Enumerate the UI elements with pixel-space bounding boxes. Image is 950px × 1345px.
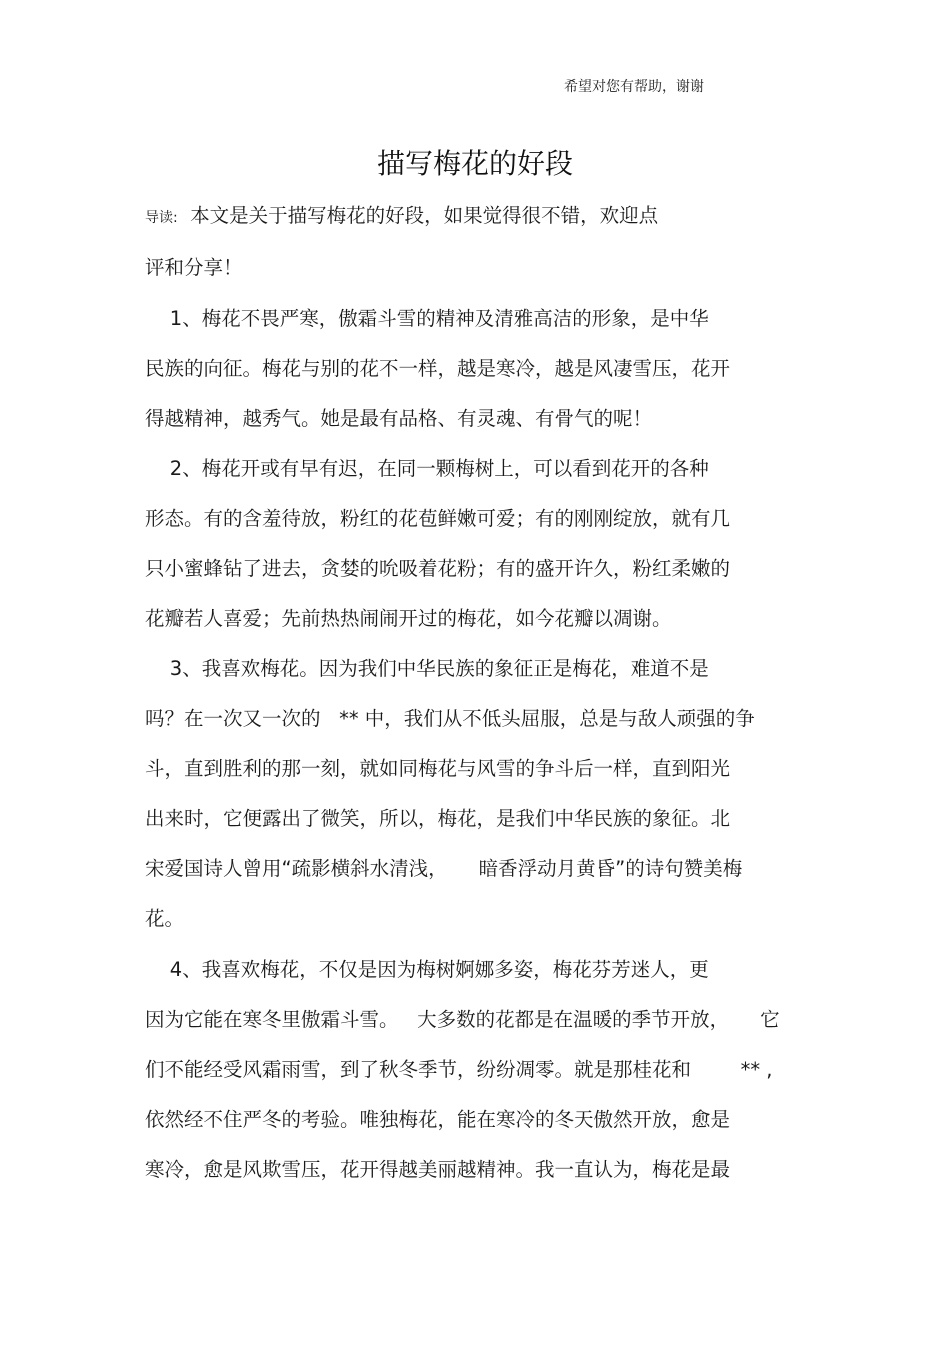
paragraph-4-line: 因为它能在寒冬里傲霜斗雪。 大多数的花都是在温暖的季节开放， 它	[145, 1008, 780, 1031]
paragraph-3-line: 花。	[145, 907, 185, 930]
paragraph-1-line: 民族的向征。梅花与别的花不一样，越是寒冷，越是风凄雪压，花开	[145, 357, 731, 380]
paragraph-4-line: 依然经不住严冬的考验。唯独梅花，能在寒冷的冬天傲然开放，愈是	[145, 1108, 731, 1131]
paragraph-3-line: 斗，直到胜利的那一刻，就如同梅花与风雪的争斗后一样，直到阳光	[145, 757, 731, 780]
paragraph-2-line: 花瓣若人喜爱；先前热热闹闹开过的梅花，如今花瓣以凋谢。	[145, 607, 672, 630]
intro-label: 导读:	[145, 210, 178, 226]
paragraph-1-line: 得越精神，越秀气。她是最有品格、有灵魂、有骨气的呢！	[145, 407, 653, 430]
paragraph-4-line: 4、我喜欢梅花，不仅是因为梅树婀娜多姿，梅花芬芳迷人，更	[145, 958, 709, 981]
paragraph-4-line: 们不能经受风霜雨雪，到了秋冬季节，纷纷凋零。就是那桂花和 ** ,	[145, 1058, 773, 1081]
paragraph-2-line: 2、梅花开或有早有迟，在同一颗梅树上，可以看到花开的各种	[145, 457, 709, 480]
paragraph-2-line: 形态。有的含羞待放，粉红的花苞鲜嫩可爱；有的刚刚绽放，就有几	[145, 507, 731, 530]
paragraph-2-line: 只小蜜蜂钻了进去，贪婪的吮吸着花粉；有的盛开许久，粉红柔嫩的	[145, 557, 731, 580]
intro-line-1	[145, 200, 658, 228]
paragraph-3-line: 3、我喜欢梅花。因为我们中华民族的象征正是梅花，难道不是	[145, 657, 709, 680]
header-note: 希望对您有帮助，谢谢	[564, 79, 704, 95]
paragraph-3-line: 宋爱国诗人曾用“疏影横斜水清浅， 暗香浮动月黄昏”的诗句赞美梅	[145, 857, 743, 880]
paragraph-4-line: 寒冷，愈是风欺雪压，花开得越美丽越精神。我一直认为，梅花是最	[145, 1158, 731, 1181]
paragraph-3-line: 吗？在一次又一次的 ** 中，我们从不低头屈服，总是与敌人顽强的争	[145, 707, 755, 730]
intro-text: 本文是关于描写梅花的好段，如果觉得很不错，欢迎点	[177, 204, 659, 227]
page-title: 描写梅花的好段	[376, 147, 573, 180]
paragraph-3-line: 出来时，它便露出了微笑，所以，梅花，是我们中华民族的象征。北	[145, 807, 731, 830]
paragraph-1-line: 1、梅花不畏严寒，傲霜斗雪的精神及清雅高洁的形象，是中华	[145, 307, 709, 330]
intro-line-2: 评和分享！	[145, 256, 243, 279]
